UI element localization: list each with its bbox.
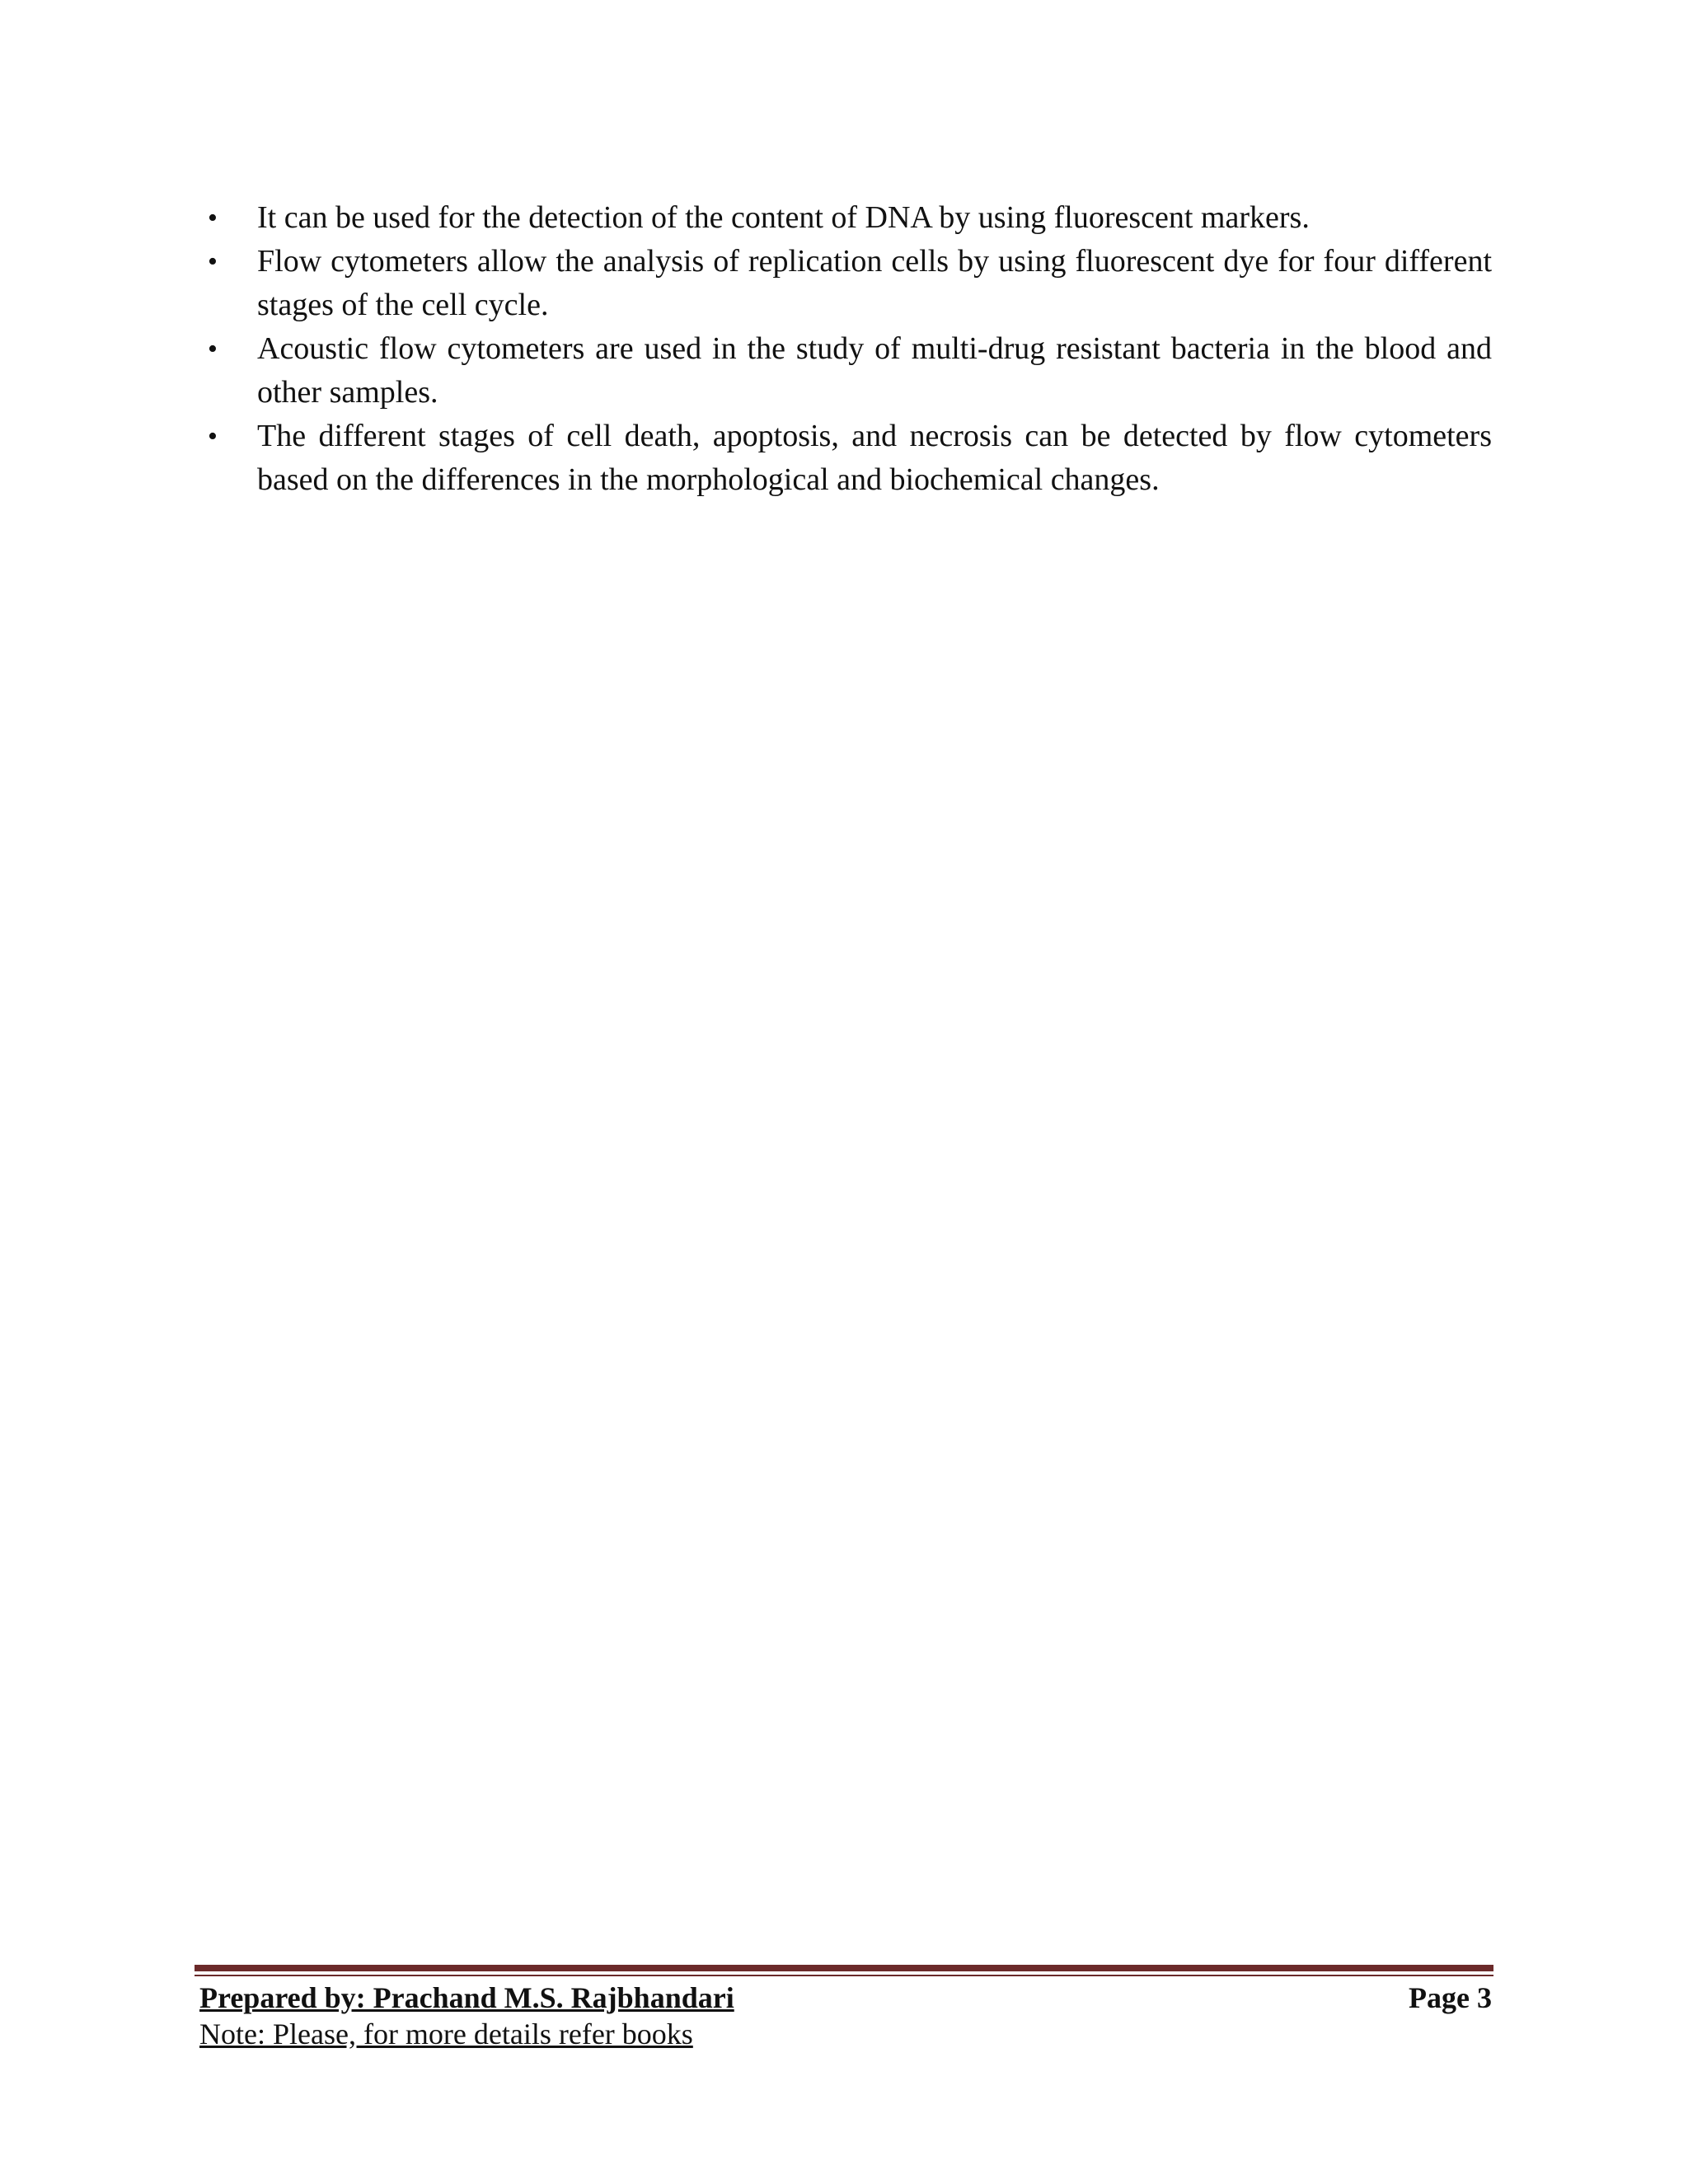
bullet-icon: • (208, 246, 218, 277)
footer-page-number: Page 3 (1409, 1981, 1492, 2014)
list-item (198, 327, 1492, 415)
bullet-text: Acoustic flow cytometers are used in the study of multi-drug resistant bacteria in the blood and other samples. (257, 331, 1492, 410)
bullet-text: It can be used for the detection of the content of DNA by using fluorescent markers. (257, 200, 1310, 235)
footer-prepared-by: Prepared by: Prachand M.S. Rajbhandari (199, 1981, 734, 2014)
bullet-icon: • (208, 203, 218, 233)
footer-divider-thin (195, 1975, 1493, 1976)
footer-note: Note: Please, for more details refer books (199, 2018, 693, 2050)
list-item (198, 415, 1492, 502)
bullet-text: Flow cytometers allow the analysis of replication cells by using fluorescent dye for four different stages of the cell cycle. (257, 244, 1492, 322)
bullet-icon: • (208, 421, 218, 452)
footer-divider-thick (195, 1965, 1493, 1971)
list-item (198, 240, 1492, 327)
bullet-icon: • (208, 334, 218, 364)
bullet-list (198, 196, 1492, 502)
bullet-text: The different stages of cell death, apoptosis, and necrosis can be detected by flow cytometers based on the differences in the morphological and biochemical changes. (257, 419, 1492, 497)
list-item (198, 196, 1492, 240)
